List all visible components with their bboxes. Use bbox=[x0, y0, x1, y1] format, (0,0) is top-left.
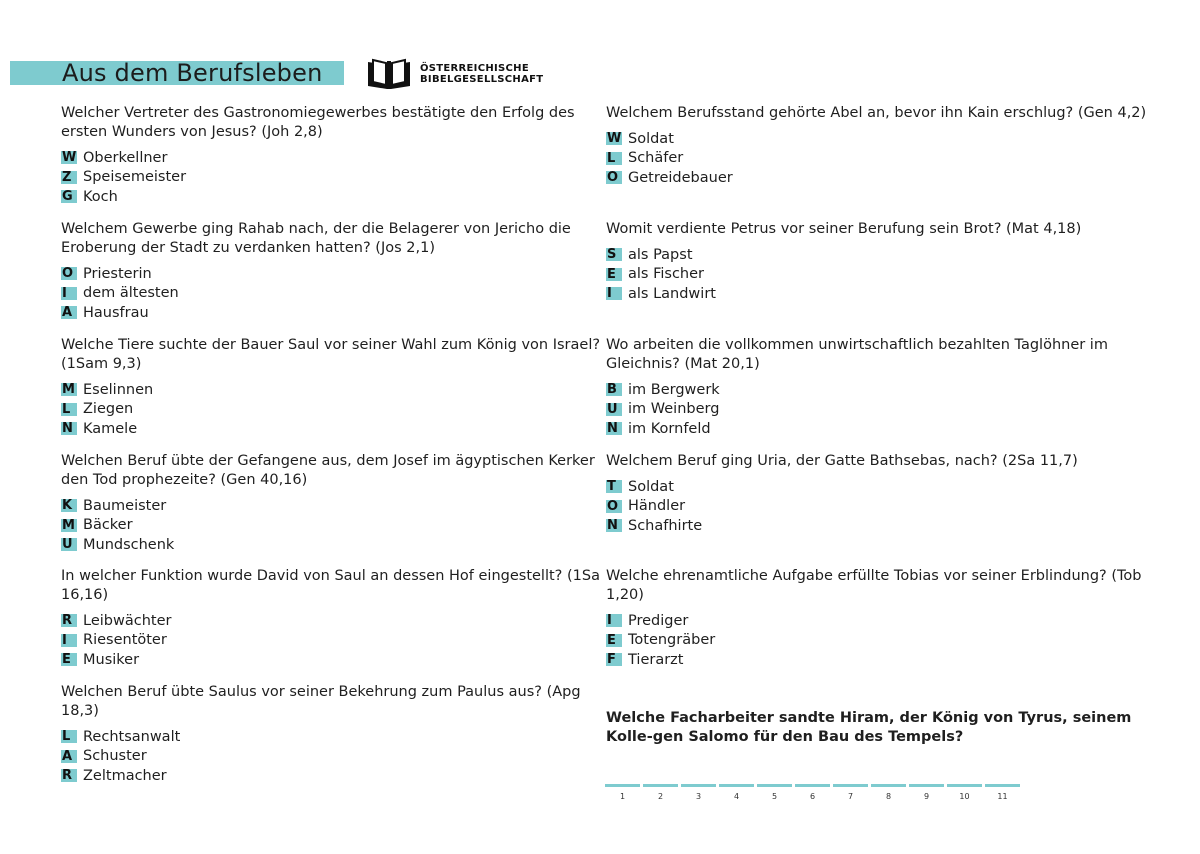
answer-options bbox=[606, 129, 1151, 188]
option-text: Schafhirte bbox=[628, 517, 703, 534]
answer-option[interactable] bbox=[606, 400, 1151, 420]
solution-box-line bbox=[605, 784, 640, 787]
option-letter: S bbox=[606, 248, 622, 261]
solution-box-line bbox=[681, 784, 716, 787]
option-text: Schuster bbox=[83, 748, 147, 765]
solution-box-number: 6 bbox=[809, 792, 816, 801]
solution-box-number: 7 bbox=[847, 792, 854, 801]
solution-box-number: 10 bbox=[959, 792, 970, 801]
option-letter: W bbox=[62, 150, 77, 166]
option-text: Baumeister bbox=[83, 497, 167, 514]
answer-option[interactable] bbox=[61, 400, 606, 420]
question-text: Welchen Beruf übte der Gefangene aus, dem Josef im ägyptischen Kerker den Tod prophezeite? (Gen 40,16) bbox=[61, 453, 595, 488]
option-text: als Papst bbox=[628, 246, 693, 263]
question-block bbox=[61, 683, 606, 786]
question-block bbox=[606, 104, 1151, 188]
answer-option[interactable] bbox=[606, 650, 1151, 670]
solution-box-line bbox=[871, 784, 906, 787]
option-letter: Z bbox=[61, 171, 77, 184]
option-text: im Kornfeld bbox=[628, 420, 711, 437]
solution-box[interactable] bbox=[947, 784, 982, 801]
option-letter: I bbox=[606, 287, 622, 300]
option-letter: K bbox=[61, 499, 77, 512]
option-letter: G bbox=[61, 190, 77, 203]
answer-options bbox=[61, 264, 606, 323]
logo-line-2: BIBELGESELLSCHAFT bbox=[420, 74, 544, 85]
answer-option[interactable] bbox=[61, 187, 606, 207]
option-text: dem ältesten bbox=[83, 285, 179, 302]
option-letter: I bbox=[61, 634, 77, 647]
option-text: Koch bbox=[83, 188, 118, 205]
option-text: Soldat bbox=[628, 478, 674, 495]
answer-option[interactable] bbox=[606, 380, 1151, 400]
question-text: Wo arbeiten die vollkommen unwirtschaftlich bezahlten Taglöhner im Gleichnis? (Mat 20,1) bbox=[606, 337, 1108, 372]
solution-box-number: 11 bbox=[997, 792, 1008, 801]
option-letter: M bbox=[61, 519, 77, 532]
question-block bbox=[61, 220, 606, 323]
option-letter: U bbox=[606, 403, 622, 416]
option-letter: B bbox=[606, 383, 622, 396]
answer-option[interactable] bbox=[606, 245, 1151, 265]
option-letter: M bbox=[61, 383, 77, 396]
answer-option[interactable] bbox=[61, 303, 606, 323]
answer-option[interactable] bbox=[61, 631, 606, 651]
solution-box[interactable] bbox=[757, 784, 792, 801]
option-text: Priesterin bbox=[83, 265, 152, 282]
option-letter: E bbox=[61, 653, 77, 666]
answer-options bbox=[606, 245, 1151, 304]
option-letter: F bbox=[606, 653, 622, 666]
answer-option[interactable] bbox=[61, 380, 606, 400]
solution-box[interactable] bbox=[605, 784, 640, 801]
option-letter: A bbox=[61, 750, 77, 763]
answer-option[interactable] bbox=[606, 419, 1151, 439]
solution-box-line bbox=[795, 784, 830, 787]
option-letter: O bbox=[61, 267, 77, 280]
option-text: Leibwächter bbox=[83, 612, 172, 629]
solution-box-line bbox=[985, 784, 1020, 787]
question-text: In welcher Funktion wurde David von Saul an dessen Hof eingestellt? (1Sa 16,16) bbox=[61, 568, 600, 603]
option-text: Soldat bbox=[628, 130, 674, 147]
option-letter: I bbox=[606, 614, 622, 627]
solution-box-line bbox=[643, 784, 678, 787]
option-letter: R bbox=[61, 769, 77, 782]
answer-option[interactable] bbox=[61, 611, 606, 631]
question-block bbox=[606, 567, 1151, 670]
answer-option[interactable] bbox=[606, 477, 1151, 497]
answer-option[interactable] bbox=[606, 497, 1151, 517]
answer-option[interactable] bbox=[61, 284, 606, 304]
option-text: Eselinnen bbox=[83, 381, 154, 398]
final-question: Welche Facharbeiter sandte Hiram, der König von Tyrus, seinem Kolle-gen Salomo für den Bau des Tempels? bbox=[606, 710, 1132, 745]
solution-box[interactable] bbox=[909, 784, 944, 801]
question-text: Womit verdiente Petrus vor seiner Berufung sein Brot? (Mat 4,18) bbox=[606, 221, 1082, 237]
solution-box-line bbox=[909, 784, 944, 787]
option-text: Oberkellner bbox=[83, 149, 168, 166]
solution-box[interactable] bbox=[871, 784, 906, 801]
solution-box-line bbox=[833, 784, 868, 787]
answer-option[interactable] bbox=[61, 516, 606, 536]
question-text: Welchem Beruf ging Uria, der Gatte Bathsebas, nach? (2Sa 11,7) bbox=[606, 453, 1078, 469]
answer-option[interactable] bbox=[61, 747, 606, 767]
question-block bbox=[606, 220, 1151, 304]
logo bbox=[366, 57, 543, 91]
answer-options bbox=[61, 496, 606, 555]
option-text: Musiker bbox=[83, 651, 140, 668]
option-text: Kamele bbox=[83, 420, 138, 437]
option-text: Schäfer bbox=[628, 150, 684, 167]
answer-option[interactable] bbox=[606, 611, 1151, 631]
solution-box-line bbox=[757, 784, 792, 787]
solution-box[interactable] bbox=[643, 784, 678, 801]
option-text: Totengräber bbox=[628, 632, 716, 649]
option-letter: E bbox=[606, 634, 622, 647]
solution-box-number: 3 bbox=[695, 792, 702, 801]
option-text: im Weinberg bbox=[628, 401, 720, 418]
option-text: Speisemeister bbox=[83, 169, 187, 186]
solution-boxes bbox=[605, 784, 1023, 801]
answer-option[interactable] bbox=[61, 535, 606, 555]
answer-option[interactable] bbox=[606, 129, 1151, 149]
option-letter: L bbox=[61, 730, 77, 743]
option-letter: N bbox=[61, 422, 77, 435]
answer-option[interactable] bbox=[61, 727, 606, 747]
solution-box-number: 4 bbox=[733, 792, 740, 801]
answer-option[interactable] bbox=[606, 631, 1151, 651]
question-text: Welchem Berufsstand gehörte Abel an, bevor ihn Kain erschlug? (Gen 4,2) bbox=[606, 105, 1147, 121]
question-text: Welche Tiere suchte der Bauer Saul vor seiner Wahl zum König von Israel? (1Sam 9,3) bbox=[61, 337, 601, 372]
option-text: Mundschenk bbox=[83, 536, 175, 553]
option-text: Getreidebauer bbox=[628, 169, 733, 186]
option-letter: I bbox=[61, 287, 77, 300]
option-letter: T bbox=[606, 480, 622, 493]
answer-options bbox=[61, 380, 606, 439]
answer-option[interactable] bbox=[61, 419, 606, 439]
question-block bbox=[61, 567, 606, 670]
question-text: Welcher Vertreter des Gastronomiegewerbes bestätigte den Erfolg des ersten Wunders von Jesus? (Joh 2,8) bbox=[61, 105, 575, 140]
option-text: Rechtsanwalt bbox=[83, 728, 181, 745]
answer-option[interactable] bbox=[61, 496, 606, 516]
question-text: Welchem Gewerbe ging Rahab nach, der die Belagerer von Jericho die Eroberung der Stadt zu verdanken hatten? (Jos 2,1) bbox=[61, 221, 571, 256]
option-letter: W bbox=[607, 131, 622, 147]
option-letter: O bbox=[606, 500, 622, 513]
option-letter: N bbox=[606, 519, 622, 532]
option-text: als Fischer bbox=[628, 266, 704, 283]
option-text: Zeltmacher bbox=[83, 767, 167, 784]
answer-option[interactable] bbox=[61, 264, 606, 284]
solution-box-number: 9 bbox=[923, 792, 930, 801]
option-text: Tierarzt bbox=[628, 651, 684, 668]
answer-option[interactable] bbox=[606, 265, 1151, 285]
option-text: Ziegen bbox=[83, 401, 134, 418]
question-text: Welchen Beruf übte Saulus vor seiner Bekehrung zum Paulus aus? (Apg 18,3) bbox=[61, 684, 581, 719]
option-letter: N bbox=[606, 422, 622, 435]
question-block bbox=[61, 104, 606, 207]
solution-box[interactable] bbox=[681, 784, 716, 801]
option-letter: L bbox=[606, 152, 622, 165]
solution-box-number: 8 bbox=[885, 792, 892, 801]
answer-option[interactable] bbox=[61, 148, 606, 168]
answer-options bbox=[61, 611, 606, 670]
option-text: im Bergwerk bbox=[628, 381, 720, 398]
option-text: Prediger bbox=[628, 612, 689, 629]
answer-options bbox=[61, 148, 606, 207]
option-text: Hausfrau bbox=[83, 304, 149, 321]
answer-option[interactable] bbox=[61, 650, 606, 670]
solution-box[interactable] bbox=[719, 784, 754, 801]
answer-options bbox=[606, 611, 1151, 670]
answer-option[interactable] bbox=[61, 766, 606, 786]
option-text: Händler bbox=[628, 498, 686, 515]
option-letter: R bbox=[61, 614, 77, 627]
solution-box[interactable] bbox=[795, 784, 830, 801]
page-title: Aus dem Berufsleben bbox=[62, 59, 323, 87]
answer-option[interactable] bbox=[606, 284, 1151, 304]
option-letter: L bbox=[61, 403, 77, 416]
solution-box-line bbox=[947, 784, 982, 787]
answer-option[interactable] bbox=[606, 516, 1151, 536]
solution-box-line bbox=[719, 784, 754, 787]
option-text: als Landwirt bbox=[628, 285, 716, 302]
answer-options bbox=[606, 477, 1151, 536]
option-letter: U bbox=[61, 538, 77, 551]
question-block bbox=[606, 452, 1151, 536]
question-block bbox=[61, 336, 606, 439]
solution-box[interactable] bbox=[985, 784, 1020, 801]
option-letter: E bbox=[606, 268, 622, 281]
option-letter: A bbox=[61, 306, 77, 319]
option-text: Riesentöter bbox=[83, 632, 167, 649]
solution-box[interactable] bbox=[833, 784, 868, 801]
question-block bbox=[61, 452, 606, 555]
answer-options bbox=[606, 380, 1151, 439]
question-block bbox=[606, 336, 1151, 439]
option-letter: O bbox=[606, 171, 622, 184]
answer-option[interactable] bbox=[606, 149, 1151, 169]
answer-option[interactable] bbox=[61, 168, 606, 188]
answer-option[interactable] bbox=[606, 168, 1151, 188]
question-text: Welche ehrenamtliche Aufgabe erfüllte Tobias vor seiner Erblindung? (Tob 1,20) bbox=[606, 568, 1142, 603]
solution-box-number: 5 bbox=[771, 792, 778, 801]
option-text: Bäcker bbox=[83, 517, 133, 534]
open-book-icon bbox=[366, 58, 412, 90]
solution-box-number: 2 bbox=[657, 792, 664, 801]
solution-box-number: 1 bbox=[619, 792, 626, 801]
logo-line-1: ÖSTERREICHISCHE bbox=[420, 63, 529, 74]
answer-options bbox=[61, 727, 606, 786]
